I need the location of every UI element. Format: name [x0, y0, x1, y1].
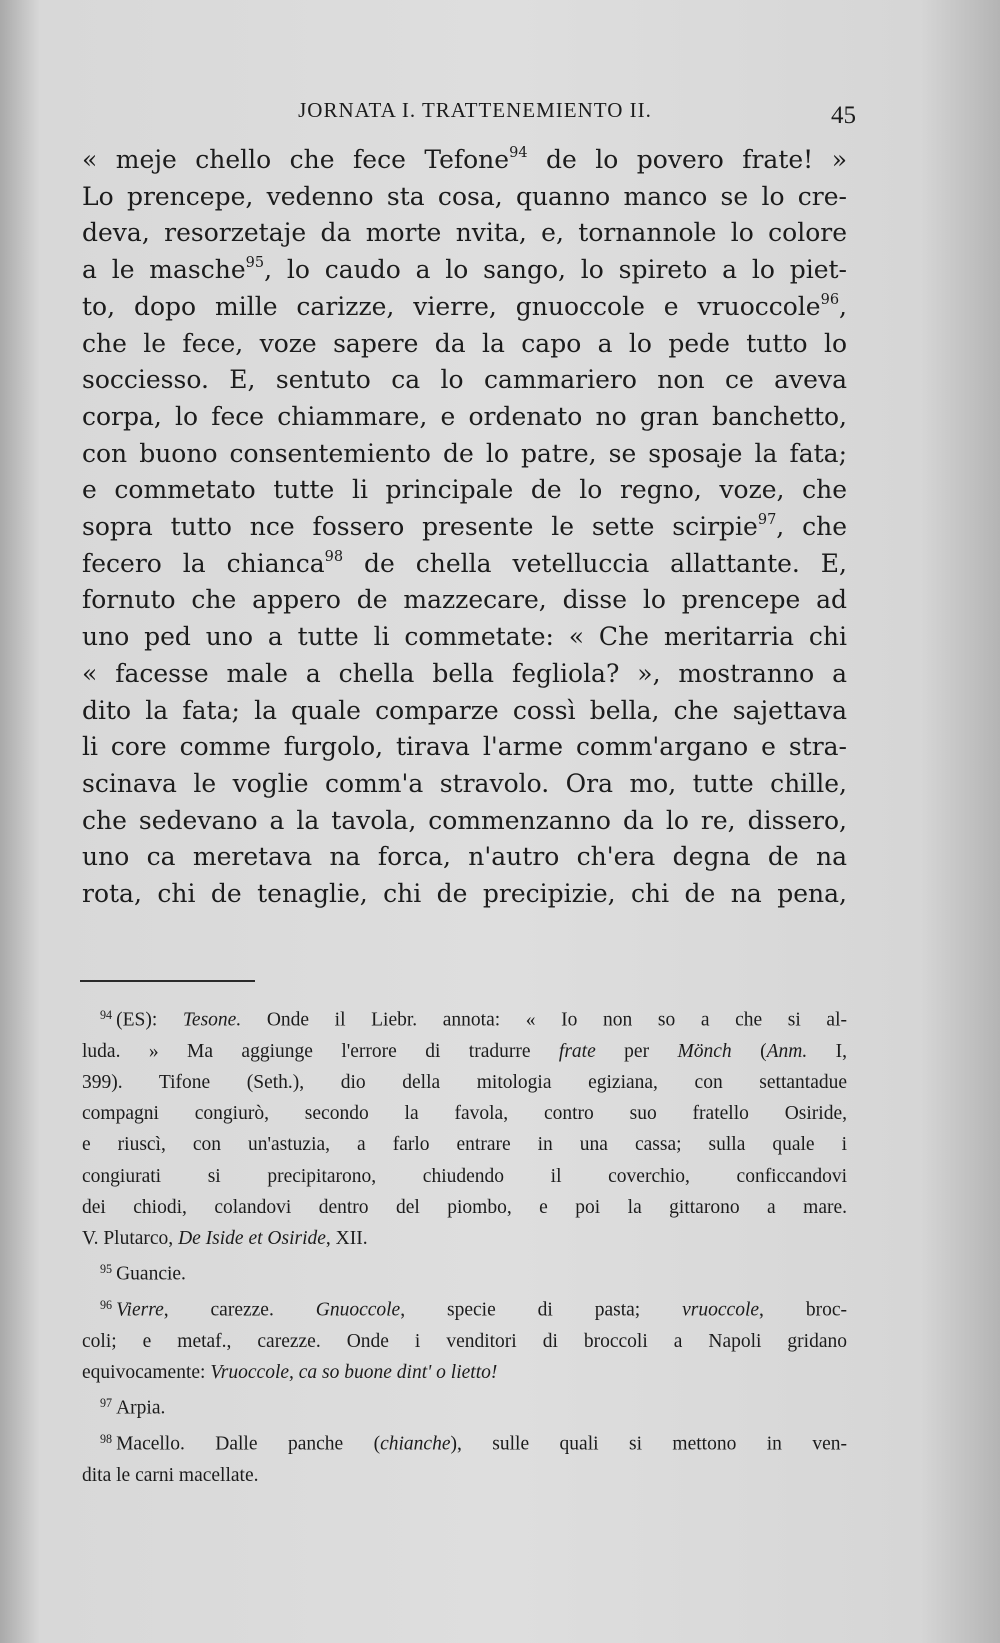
footnote-number: 95: [100, 1262, 113, 1277]
footnote-line: V. Plutarco, De Iside et Osiride, XII.: [82, 1228, 368, 1250]
text-line: scinava le voglie comm'a stravolo. Ora mo, tutte chille,: [82, 768, 847, 798]
text-line: che le fece, voze sapere da la capo a lo pede tutto lo: [82, 328, 847, 358]
footnote-line: dei chiodi, colandovi dentro del piombo, e poi la gittarono a mare.: [82, 1196, 847, 1218]
text-line: li core comme furgolo, tirava l'arme comm'argano e stra-: [82, 732, 847, 762]
text-line: uno ped uno a tutte li commetate: « Che meritarria chi: [82, 622, 847, 652]
text-line: uno ca meretava na forca, n'autro ch'era degna de na: [82, 842, 847, 872]
footnote-ref[interactable]: 95: [245, 255, 265, 272]
footnote-line: compagni congiurò, secondo la favola, contro suo fratello Osiride,: [82, 1103, 847, 1125]
footnote-ref[interactable]: 94: [509, 145, 528, 162]
footnote-ref[interactable]: 96: [820, 291, 840, 308]
footnote-98: $^{98}$ Macello. Dalle panche (chianche), sulle quali si mettono in ven-: [100, 1432, 848, 1455]
footnote-number: 98: [100, 1432, 113, 1447]
footnote-number: 97: [100, 1396, 113, 1411]
text-line: a le masche$^{95}$, lo caudo a lo sango, lo spireto a lo piet-: [82, 255, 847, 285]
footnote-95: $^{95}$ Guancie.: [100, 1262, 186, 1285]
text-line: sopra tutto nce fossero presente le sette scirpie$^{97}$, che: [82, 512, 847, 542]
text-line: dito la fata; la quale comparze cossì bella, che sajettava: [82, 695, 847, 725]
footnote-line: equivocamente: Vruoccole, ca so buone dint' o lietto!: [82, 1362, 498, 1384]
text-line: to, dopo mille carizze, vierre, gnuoccole e vruoccole$^{96}$,: [82, 291, 847, 321]
main-text: [82, 142, 847, 913]
footnote-97: $^{97}$ Arpia.: [100, 1396, 166, 1419]
footnote-ref[interactable]: 97: [757, 512, 777, 529]
footnote-line: coli; e metaf., carezze. Onde i venditori di broccoli a Napoli gridano: [82, 1330, 847, 1352]
text-line: deva, resorzetaje da morte nvita, e, tornannole lo colore: [82, 218, 847, 248]
footnote-line: e riuscì, con un'astuzia, a farlo entrare in una cassa; sulla quale i: [82, 1134, 847, 1156]
footnote-94: $^{94}$ (ES): Tesone. Onde il Liebr. annota: « Io non so a che si al-: [100, 1008, 847, 1031]
text-line: rota, chi de tenaglie, chi de precipizie, chi de na pena,: [82, 879, 847, 909]
footnote-96: $^{96}$ Vierre, carezze. Gnuoccole, specie di pasta; vruoccole, broc-: [100, 1298, 847, 1321]
text-line: che sedevano a la tavola, commenzanno da lo re, dissero,: [82, 805, 847, 835]
text-line: socciesso. E, sentuto ca lo cammariero non ce aveva: [82, 365, 847, 395]
running-head: [80, 98, 870, 128]
footnote-line: congiurati si precipitarono, chiudendo il coverchio, conficcandovi: [82, 1165, 847, 1187]
footnote-number: 94: [100, 1008, 113, 1022]
text-line: fecero la chianca$^{98}$ de chella vetelluccia allattante. E,: [82, 548, 848, 578]
footnote-line: dita le carni macellate.: [82, 1465, 259, 1487]
text-line: con buono consentemiento de lo patre, se sposaje la fata;: [82, 438, 847, 468]
footnotes: [82, 1000, 847, 1491]
footnote-number: 96: [100, 1298, 113, 1313]
running-title: JORNATA I. TRATTENEMIENTO II.: [298, 98, 652, 122]
footnote-divider: [80, 980, 255, 982]
footnote-ref[interactable]: 98: [324, 548, 344, 565]
footnote-line: luda. » Ma aggiunge l'errore di tradurre frate per Mönch (Anm. I,: [82, 1040, 847, 1062]
footnote-line: 399). Tifone (Seth.), dio della mitologia egiziana, con settantadue: [82, 1072, 847, 1094]
text-line: corpa, lo fece chiammare, e ordenato no gran banchetto,: [82, 401, 847, 431]
text-line: fornuto che appero de mazzecare, disse lo prencepe ad: [82, 585, 847, 615]
text-line: « meje chello che fece Tefone$^{94}$ de lo povero frate! »: [82, 145, 847, 174]
page-number: 45: [831, 102, 856, 129]
text-line: e commetato tutte li principale de lo regno, voze, che: [82, 475, 847, 505]
text-line: « facesse male a chella bella fegliola? », mostranno a: [82, 658, 847, 688]
text-line: Lo prencepe, vedenno sta cosa, quanno manco se lo cre-: [82, 181, 847, 211]
